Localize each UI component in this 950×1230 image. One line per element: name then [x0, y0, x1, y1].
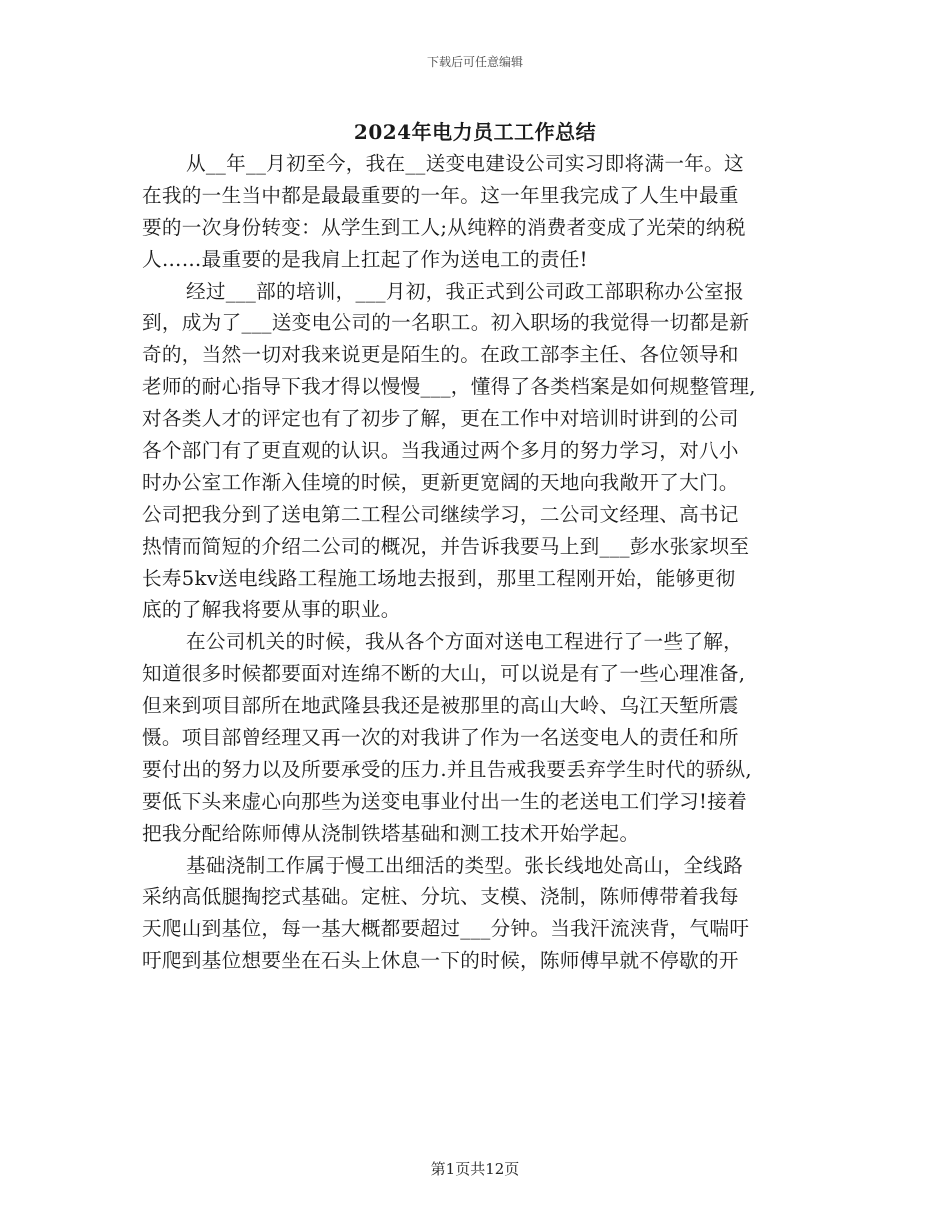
text-line: 要付出的努力以及所要承受的压力.并且告戒我要丢弃学生时代的骄纵, [142, 757, 752, 781]
text-line: 到，成为了___送变电公司的一名职工。初入职场的我觉得一切都是新 [142, 311, 750, 335]
page-indicator: 第1页共12页 [430, 1160, 520, 1178]
text-line: 奇的，当然一切对我来说更是陌生的。在政工部李主任、各位领导和 [142, 343, 739, 367]
text-line: 对各类人才的评定也有了初步了解，更在工作中对培训时讲到的公司 [142, 407, 739, 431]
text-line: 人……最重要的是我肩上扛起了作为送电工的责任! [142, 247, 588, 271]
text-line: 公司把我分到了送电第二工程公司继续学习，二公司文经理、高书记 [142, 502, 739, 526]
text-line: 天爬山到基位，每一基大概都要超过___分钟。当我汗流浃背，气喘吁 [142, 917, 750, 941]
text-line: 从__年__月初至今，我在__送变电建设公司实习即将满一年。这 [186, 152, 744, 175]
text-line: 在公司机关的时候，我从各个方面对送电工程进行了一些了解， [186, 630, 744, 654]
document-body [142, 148, 822, 977]
text-line: 把我分配给陈师傅从浇制铁塔基础和测工技术开始学起。 [142, 821, 640, 845]
text-line: 底的了解我将要从事的职业。 [142, 598, 401, 622]
text-line: 采纳高低腿掏挖式基础。定桩、分坑、支模、浇制，陈师傅带着我每 [142, 885, 739, 909]
text-line: 时办公室工作渐入佳境的时候，更新更宽阔的天地向我敞开了大门。 [142, 470, 739, 494]
text-line: 在我的一生当中都是最最重要的一年。这一年里我完成了人生中最重 [142, 183, 739, 207]
text-line: 要的一次身份转变：从学生到工人;从纯粹的消费者变成了光荣的纳税 [142, 215, 746, 239]
text-line: 要低下头来虚心向那些为送变电事业付出一生的老送电工们学习!接着 [142, 789, 747, 813]
text-line: 但来到项目部所在地武隆县我还是被那里的高山大岭、乌江天堑所震 [142, 694, 739, 718]
text-line: 吁爬到基位想要坐在石头上休息一下的时候，陈师傅早就不停歇的开 [142, 949, 739, 973]
text-line: 基础浇制工作属于慢工出细活的类型。张长线地处高山，全线路 [186, 853, 744, 877]
text-line: 各个部门有了更直观的认识。当我通过两个多月的努力学习，对八小 [142, 439, 739, 463]
text-line: 长寿5kv送电线路工程施工场地去报到，那里工程刚开始，能够更彻 [142, 566, 736, 590]
text-line: 热情而简短的介绍二公司的概况，并告诉我要马上到___彭水张家坝至 [142, 534, 750, 558]
header-note: 下载后可任意编辑 [426, 55, 523, 69]
text-line: 老师的耐心指导下我才得以慢慢___，懂得了各类档案是如何规整管理, [142, 375, 756, 399]
text-line: 知道很多时候都要面对连绵不断的大山，可以说是有了一些心理准备, [142, 662, 746, 686]
text-line: 经过___部的培训，___月初，我正式到公司政工部职称办公室报 [186, 279, 744, 303]
text-line: 慑。项目部曾经理又再一次的对我讲了作为一名送变电人的责任和所 [142, 726, 739, 750]
document-title: 2024年电力员工工作总结 [353, 120, 597, 144]
